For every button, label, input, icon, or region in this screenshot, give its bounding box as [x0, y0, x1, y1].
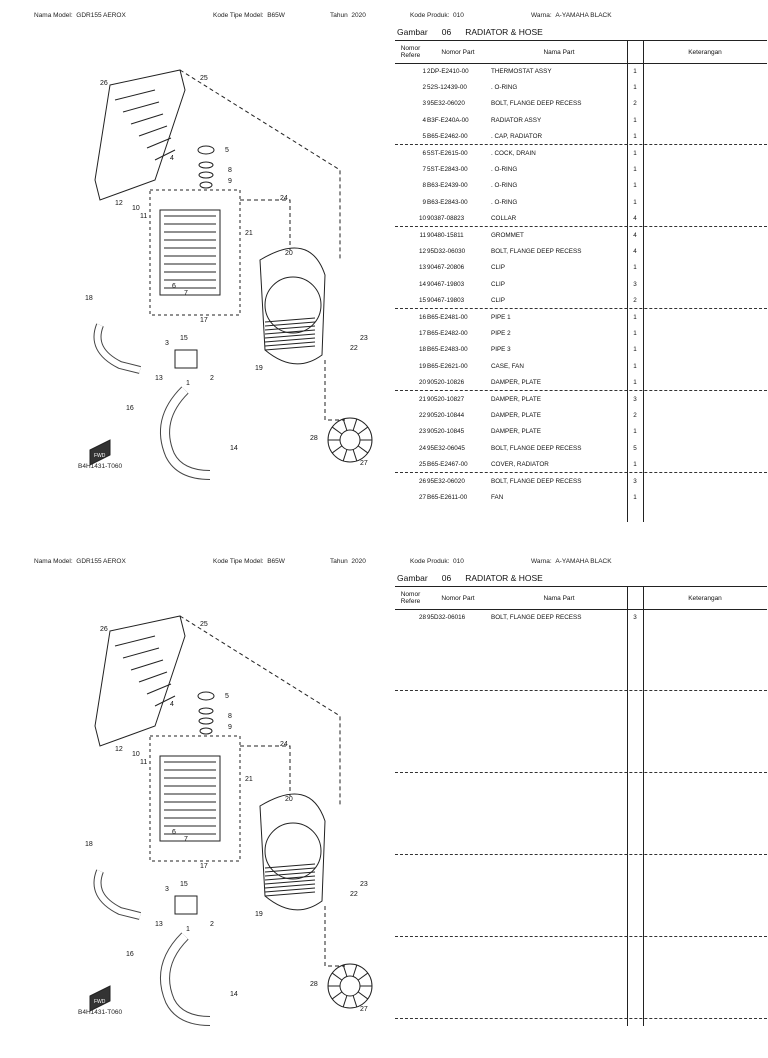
year-header: Tahun 2020: [330, 558, 366, 565]
part-number: 90480-15811: [427, 231, 464, 239]
fan-blade: [343, 996, 347, 1007]
guide-line: [240, 200, 290, 250]
part-name: PIPE 2: [491, 329, 511, 337]
fan-blade: [332, 427, 342, 434]
part-name: CLIP: [491, 280, 505, 288]
callout-5: 5: [225, 693, 229, 700]
ref-number: 19: [418, 362, 426, 370]
catalog-page-1: [0, 0, 768, 512]
callout-18: 18: [85, 841, 93, 848]
quantity: 2: [633, 100, 637, 108]
table-row: [395, 325, 767, 341]
quantity: 1: [633, 83, 637, 91]
callout-4: 4: [170, 155, 174, 162]
radiator-cover: [95, 70, 185, 200]
quantity: 2: [633, 411, 637, 419]
callout-21: 21: [245, 230, 253, 237]
fan-case: [260, 794, 325, 910]
part-name: BOLT, FLANGE DEEP RECESS: [491, 247, 582, 255]
fan-case-grill: [265, 884, 315, 888]
part-number: 5ST-E2843-00: [427, 165, 468, 173]
fan-case-grill: [265, 864, 315, 868]
col-part-no-header: Nomor Part: [441, 48, 475, 56]
col-remark-header: Keterangan: [688, 48, 722, 56]
part-number: 90520-10844: [427, 411, 465, 419]
thermostat: [175, 896, 197, 914]
col-remark-header: Keterangan: [688, 594, 722, 602]
table-row: [395, 342, 767, 358]
quantity: 2: [633, 297, 637, 305]
ref-number: 7: [422, 165, 426, 173]
exploded-diagram: [60, 606, 380, 1026]
fan-case: [260, 248, 325, 364]
part-name: COLLAR: [491, 215, 517, 223]
part-number: B65-E2467-00: [427, 461, 468, 469]
table-row: [395, 112, 767, 128]
cover-fin: [139, 126, 167, 136]
guide-line: [325, 360, 345, 420]
o-ring: [199, 172, 213, 178]
part-name: DAMPER, PLATE: [491, 411, 541, 419]
ref-number: 26: [418, 477, 426, 485]
callout-25: 25: [200, 75, 208, 82]
part-name: BOLT, FLANGE DEEP RECESS: [491, 477, 582, 485]
cover-fin: [139, 672, 167, 682]
ref-number: 1: [422, 67, 426, 75]
product-code-header: Kode Produk: 010: [410, 558, 464, 565]
part-name: GROMMET: [491, 231, 524, 239]
quantity: 5: [633, 444, 637, 452]
table-row: [395, 276, 767, 292]
callout-5: 5: [225, 147, 229, 154]
fan-case-grill: [265, 342, 315, 346]
diagram-code: B4H1431-T060: [78, 463, 123, 470]
radiator-cover: [95, 616, 185, 746]
fan-case-ring: [265, 823, 321, 879]
part-name: . O-RING: [491, 165, 518, 173]
part-number: B63-E2439-00: [427, 182, 468, 190]
quantity: 1: [633, 133, 637, 141]
quantity: 3: [633, 395, 637, 403]
quantity: 1: [633, 461, 637, 469]
ref-number: 10: [418, 215, 426, 223]
callout-3: 3: [165, 340, 169, 347]
table-row: [395, 473, 767, 489]
quantity: 1: [633, 165, 637, 173]
table-row: [395, 440, 767, 456]
callout-11: 11: [140, 759, 148, 766]
fan-blade: [353, 450, 357, 461]
radiator-cap: [198, 692, 214, 700]
callout-1: 1: [186, 926, 190, 933]
cover-fin: [115, 636, 155, 646]
ref-number: 28: [418, 613, 426, 621]
part-number: B65-E2462-00: [427, 133, 468, 141]
ref-number: 13: [418, 264, 426, 272]
o-ring: [200, 182, 212, 188]
radiator-cap: [198, 146, 214, 154]
callout-23: 23: [360, 335, 368, 342]
diagram-code: B4H1431-T060: [78, 1009, 123, 1016]
part-number: 95D32-06030: [427, 247, 466, 255]
fan-blade: [353, 419, 357, 430]
col-name-header: Nama Part: [543, 594, 575, 602]
table-row: [395, 457, 767, 473]
part-number: B63-E2843-00: [427, 198, 468, 206]
year-header: Tahun 2020: [330, 12, 366, 19]
ref-number: 16: [418, 313, 426, 321]
part-name: CLIP: [491, 297, 505, 305]
table-row: [395, 96, 767, 112]
callout-19: 19: [255, 365, 263, 372]
callout-12: 12: [115, 200, 123, 207]
quantity: 1: [633, 493, 637, 501]
table-row: [395, 129, 767, 145]
part-name: . CAP, RADIATOR: [491, 133, 543, 141]
part-name: . O-RING: [491, 198, 518, 206]
pipe-1-inner: [165, 390, 210, 475]
section-title: Gambar 06 RADIATOR & HOSE: [397, 27, 543, 37]
callout-7: 7: [184, 290, 188, 297]
callout-28: 28: [310, 435, 318, 442]
fan-hub: [340, 430, 360, 450]
model-name-header: Nama Model: GDR155 AEROX: [34, 12, 126, 19]
table-row: [395, 79, 767, 95]
callout-6: 6: [172, 283, 176, 290]
part-number: 95E32-06020: [427, 477, 465, 485]
group-divider: [395, 936, 767, 937]
ref-number: 20: [418, 379, 426, 387]
table-row: [395, 391, 767, 407]
model-type-header: Kode Tipe Model: B65W: [213, 12, 285, 19]
cover-fin: [131, 114, 163, 124]
quantity: 1: [633, 264, 637, 272]
catalog-page-2: [0, 546, 768, 1058]
part-number: 90520-10827: [427, 395, 465, 403]
quantity: 4: [633, 231, 637, 239]
callout-16: 16: [126, 951, 134, 958]
o-ring: [200, 728, 212, 734]
fan-case-grill: [265, 330, 315, 334]
table-row: [395, 63, 767, 79]
thermostat: [175, 350, 197, 368]
callout-12: 12: [115, 746, 123, 753]
ref-number: 12: [418, 247, 426, 255]
part-name: CLIP: [491, 264, 505, 272]
callout-21: 21: [245, 776, 253, 783]
parts-table: [395, 586, 767, 1026]
part-name: PIPE 1: [491, 313, 511, 321]
table-row: [395, 227, 767, 243]
quantity: 1: [633, 149, 637, 157]
ref-number: 18: [418, 346, 426, 354]
part-name: DAMPER, PLATE: [491, 395, 541, 403]
pipe-1-inner: [165, 936, 210, 1021]
cover-fin: [131, 660, 163, 670]
callout-20: 20: [285, 250, 293, 257]
part-number: B65-E2483-00: [427, 346, 468, 354]
o-ring: [199, 162, 213, 168]
part-name: BOLT, FLANGE DEEP RECESS: [491, 613, 582, 621]
callout-23: 23: [360, 881, 368, 888]
callout-18: 18: [85, 295, 93, 302]
ref-number: 2: [422, 83, 426, 91]
ref-number: 11: [419, 231, 426, 239]
fan-blade: [343, 419, 347, 430]
callout-22: 22: [350, 345, 358, 352]
quantity: 1: [633, 198, 637, 206]
callout-13: 13: [155, 375, 163, 382]
fan-case-grill: [265, 338, 315, 342]
part-name: CASE, FAN: [491, 362, 524, 370]
callout-15: 15: [180, 881, 188, 888]
o-ring: [199, 708, 213, 714]
callout-15: 15: [180, 335, 188, 342]
part-number: B65-E2621-00: [427, 362, 468, 370]
part-number: 95D32-06016: [427, 613, 466, 621]
callout-9: 9: [228, 724, 232, 731]
table-row: [395, 309, 767, 325]
guide-line: [325, 906, 345, 966]
part-number: 90467-20806: [427, 264, 465, 272]
part-name: DAMPER, PLATE: [491, 428, 541, 436]
quantity: 1: [633, 428, 637, 436]
fan-blade: [353, 965, 357, 976]
quantity: 4: [633, 215, 637, 223]
part-name: . O-RING: [491, 83, 518, 91]
color-header: Warna: A-YAMAHA BLACK: [531, 558, 612, 565]
callout-4: 4: [170, 701, 174, 708]
quantity: 1: [633, 362, 637, 370]
callout-27: 27: [360, 1006, 368, 1013]
table-row: [395, 178, 767, 194]
fan-blade: [332, 973, 342, 980]
fwd-label: FWD: [94, 999, 106, 1005]
group-divider: [395, 690, 767, 691]
color-header: Warna: A-YAMAHA BLACK: [531, 12, 612, 19]
cover-fin: [115, 90, 155, 100]
group-divider: [395, 772, 767, 773]
part-name: DAMPER, PLATE: [491, 379, 541, 387]
table-row: [395, 194, 767, 210]
ref-number: 25: [418, 461, 426, 469]
part-number: B65-E2481-00: [427, 313, 468, 321]
fan-blade: [358, 446, 368, 453]
quantity: 4: [633, 247, 637, 255]
fan-case-grill: [265, 892, 315, 896]
part-name: FAN: [491, 493, 504, 501]
callout-11: 11: [140, 213, 148, 220]
radiator-core: [160, 756, 220, 841]
table-row: [395, 243, 767, 259]
callout-8: 8: [228, 713, 232, 720]
callout-9: 9: [228, 178, 232, 185]
callout-2: 2: [210, 375, 214, 382]
fwd-label: FWD: [94, 453, 106, 459]
part-number: B65-E2482-00: [427, 329, 468, 337]
table-row: [395, 260, 767, 276]
ref-number: 15: [418, 297, 426, 305]
fan-case-ring: [265, 277, 321, 333]
callout-7: 7: [184, 836, 188, 843]
radiator-exploded-view: [60, 60, 380, 480]
callout-14: 14: [230, 445, 238, 452]
radiator-core: [160, 210, 220, 295]
part-number: 90387-08823: [427, 215, 465, 223]
callout-6: 6: [172, 829, 176, 836]
product-code-header: Kode Produk: 010: [410, 12, 464, 19]
part-number: 95E32-06045: [427, 444, 465, 452]
section-title: Gambar 06 RADIATOR & HOSE: [397, 573, 543, 583]
quantity: 1: [633, 67, 637, 75]
ref-number: 21: [418, 395, 426, 403]
col-ref-header: Nomor Refere: [400, 45, 421, 59]
group-divider: [395, 854, 767, 855]
exploded-diagram: [60, 60, 380, 480]
table-row: [395, 161, 767, 177]
quantity: 3: [633, 280, 637, 288]
ref-number: 5: [422, 133, 426, 141]
part-number: 52S-12439-00: [427, 83, 467, 91]
ref-number: 22: [418, 411, 426, 419]
ref-number: 8: [422, 182, 426, 190]
ref-number: 3: [422, 100, 426, 108]
ref-number: 27: [418, 493, 426, 501]
ref-number: 23: [418, 428, 426, 436]
parts-table: [395, 40, 767, 522]
radiator-assy-box: [150, 190, 240, 315]
part-name: RADIATOR ASSY: [491, 116, 542, 124]
fan-blade: [358, 427, 368, 434]
quantity: 1: [633, 182, 637, 190]
col-name-header: Nama Part: [543, 48, 575, 56]
part-number: 90520-10826: [427, 379, 465, 387]
ref-number: 24: [418, 444, 426, 452]
part-name: THERMOSTAT ASSY: [491, 67, 552, 75]
table-row: [395, 293, 767, 309]
guide-line: [240, 746, 290, 796]
table-row: [395, 211, 767, 227]
quantity: 3: [633, 613, 637, 621]
callout-25: 25: [200, 621, 208, 628]
callout-26: 26: [100, 626, 108, 633]
part-number: 90520-10845: [427, 428, 465, 436]
ref-number: 6: [422, 149, 426, 157]
part-name: BOLT, FLANGE DEEP RECESS: [491, 444, 582, 452]
fan-blade: [353, 996, 357, 1007]
fan-case-grill: [265, 880, 315, 884]
model-type-header: Kode Tipe Model: B65W: [213, 558, 285, 565]
col-part-no-header: Nomor Part: [441, 594, 475, 602]
cover-fin: [123, 102, 159, 112]
callout-13: 13: [155, 921, 163, 928]
part-name: . O-RING: [491, 182, 518, 190]
quantity: 3: [633, 477, 637, 485]
callout-17: 17: [200, 863, 208, 870]
part-number: B65-E2611-00: [427, 493, 468, 501]
callout-8: 8: [228, 167, 232, 174]
table-row: [395, 609, 767, 625]
part-number: 90467-19803: [427, 297, 465, 305]
quantity: 1: [633, 116, 637, 124]
part-name: COVER, RADIATOR: [491, 461, 549, 469]
callout-27: 27: [360, 460, 368, 467]
quantity: 1: [633, 313, 637, 321]
quantity: 1: [633, 379, 637, 387]
callout-20: 20: [285, 796, 293, 803]
fan-case-grill: [265, 346, 315, 350]
fan-case-grill: [265, 876, 315, 880]
callout-26: 26: [100, 80, 108, 87]
radiator-assy-box: [150, 736, 240, 861]
part-number: 90467-19803: [427, 280, 465, 288]
callout-24: 24: [280, 195, 288, 202]
quantity: 1: [633, 346, 637, 354]
fan-case-grill: [265, 334, 315, 338]
radiator-exploded-view: [60, 606, 380, 1026]
callout-16: 16: [126, 405, 134, 412]
fan-hub: [340, 976, 360, 996]
callout-28: 28: [310, 981, 318, 988]
model-name-header: Nama Model: GDR155 AEROX: [34, 558, 126, 565]
callout-3: 3: [165, 886, 169, 893]
parts-table-header: [395, 40, 767, 64]
callout-2: 2: [210, 921, 214, 928]
quantity: 1: [633, 329, 637, 337]
part-number: B3F-E240A-00: [427, 116, 469, 124]
ref-number: 9: [422, 198, 426, 206]
callout-22: 22: [350, 891, 358, 898]
table-row: [395, 145, 767, 161]
table-row: [395, 407, 767, 423]
part-number: 2DP-E2410-00: [427, 67, 469, 75]
table-row: [395, 358, 767, 374]
fan-case-grill: [265, 888, 315, 892]
ref-number: 14: [418, 280, 426, 288]
callout-24: 24: [280, 741, 288, 748]
part-number: 95E32-06020: [427, 100, 465, 108]
col-ref-header: Nomor Refere: [400, 591, 421, 605]
fan-case-grill: [265, 318, 315, 322]
part-name: BOLT, FLANGE DEEP RECESS: [491, 100, 582, 108]
part-name: . COCK, DRAIN: [491, 149, 536, 157]
fan-blade: [343, 965, 347, 976]
callout-1: 1: [186, 380, 190, 387]
fan-blade: [332, 992, 342, 999]
table-row: [395, 375, 767, 391]
table-row: [395, 424, 767, 440]
part-name: PIPE 3: [491, 346, 511, 354]
callout-17: 17: [200, 317, 208, 324]
table-row: [395, 489, 767, 505]
callout-10: 10: [132, 205, 140, 212]
ref-number: 4: [422, 116, 426, 124]
ref-number: 17: [418, 329, 426, 337]
parts-table-header: [395, 586, 767, 610]
fan-blade: [332, 446, 342, 453]
callout-19: 19: [255, 911, 263, 918]
part-number: 5ST-E2615-00: [427, 149, 468, 157]
callout-10: 10: [132, 751, 140, 758]
o-ring: [199, 718, 213, 724]
group-divider: [395, 1018, 767, 1019]
callout-14: 14: [230, 991, 238, 998]
fan-blade: [343, 450, 347, 461]
fan-blade: [358, 973, 368, 980]
cover-fin: [123, 648, 159, 658]
fan-blade: [358, 992, 368, 999]
